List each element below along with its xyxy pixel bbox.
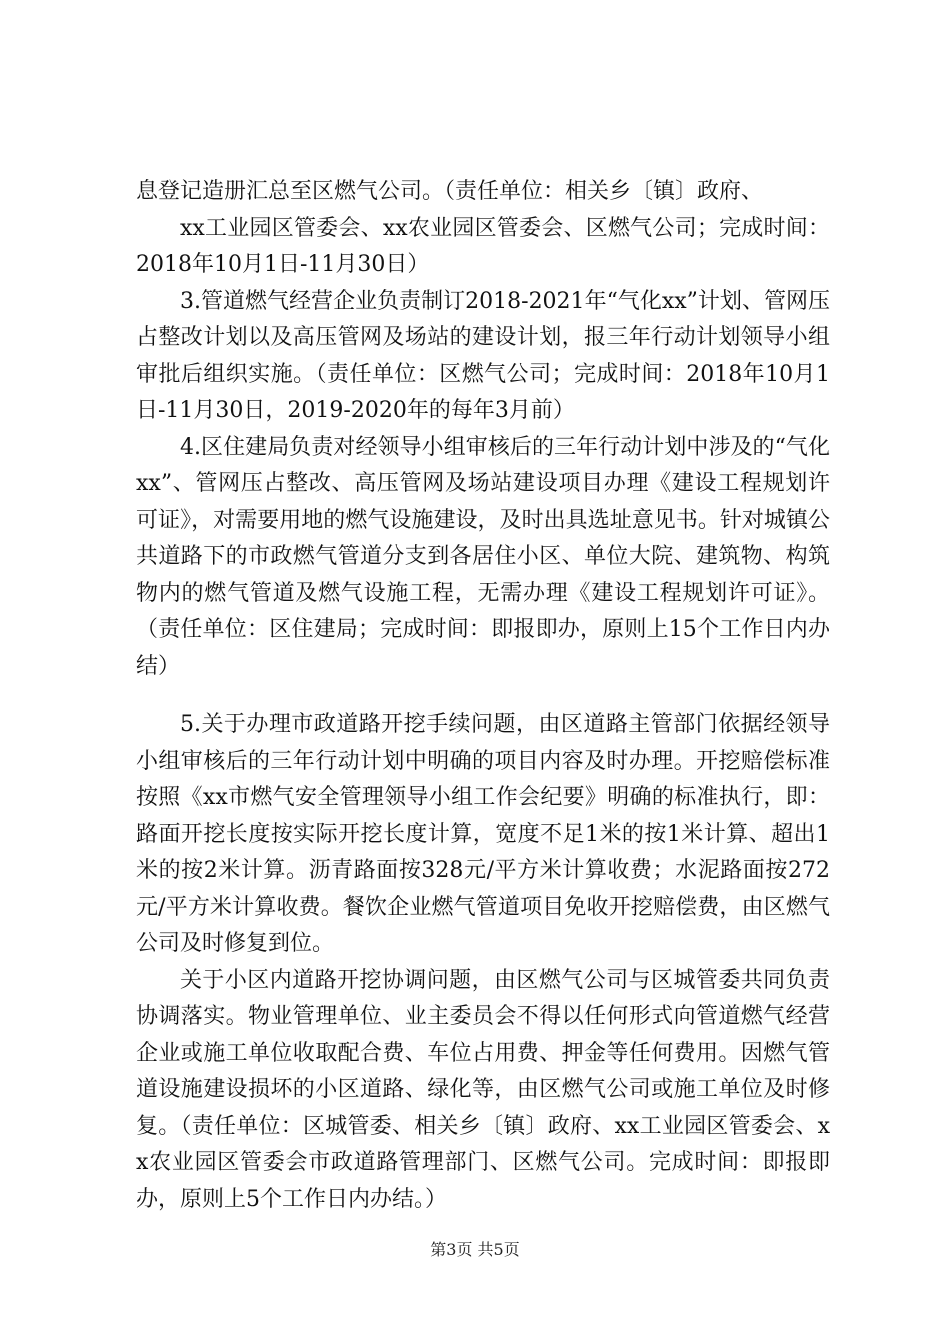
paragraph-spacer <box>136 685 830 707</box>
paragraph-continuation: 息登记造册汇总至区燃气公司。（责任单位：相关乡〔镇〕政府、 <box>136 179 764 204</box>
paragraph-item-4: 4.区住建局负责对经领导小组审核后的三年行动计划中涉及的“气化xx”、管网压占整改、高压管网及场站建设项目办理《建设工程规划许可证》，对需要用地的燃气设施建设，及时出具选址意见书。针对城镇公共道路下的市政燃气管道分支到各居住小区、单位大院、建筑物、构筑物内的燃气管道及燃气设施工程，无需办理《建设工程规划许可证》。（责任单位：区住建局；完成时间：即报即办，原则上15个工作日内办结） <box>136 434 830 679</box>
paragraph-item-3: 3.管道燃气经营企业负责制订2018-2021年“气化xx”计划、管网压占整改计划以及高压管网及场站的建设计划，报三年行动计划领导小组审批后组织实施。（责任单位：区燃气公司；完成时间：2018年10月1日-11月30日，2019-2020年的每年3月前） <box>136 288 830 423</box>
paragraph-community-roads: 关于小区内道路开挖协调问题，由区燃气公司与区城管委共同负责协调落实。物业管理单位、业主委员会不得以任何形式向管道燃气经营企业或施工单位收取配合费、车位占用费、押金等任何费用。因燃气管道设施建设损坏的小区道路、绿化等，由区燃气公司或施工单位及时修复。（责任单位：区城管委、相关乡〔镇〕政府、xx工业园区管委会、xx农业园区管委会市政道路管理部门、区燃气公司。完成时间：即报即办，原则上5个工作日内办结。） <box>136 967 830 1212</box>
paragraph-responsible-units: xx工业园区管委会、xx农业园区管委会、区燃气公司；完成时间：2018年10月1日-11月30日） <box>136 215 830 277</box>
paragraph-item-5: 5.关于办理市政道路开挖手续问题，由区道路主管部门依据经领导小组审核后的三年行动计划中明确的项目内容及时办理。开挖赔偿标准按照《xx市燃气安全管理领导小组工作会纪要》明确的标准执行，即：路面开挖长度按实际开挖长度计算，宽度不足1米的按1米计算、超出1米的按2米计算。沥青路面按328元/平方米计算收费；水泥路面按272元/平方米计算收费。餐饮企业燃气管道项目免收开挖赔偿费，由区燃气公司及时修复到位。 <box>136 712 830 956</box>
document-body <box>136 174 830 1218</box>
page-footer: 第3页 共5页 <box>430 1240 520 1259</box>
